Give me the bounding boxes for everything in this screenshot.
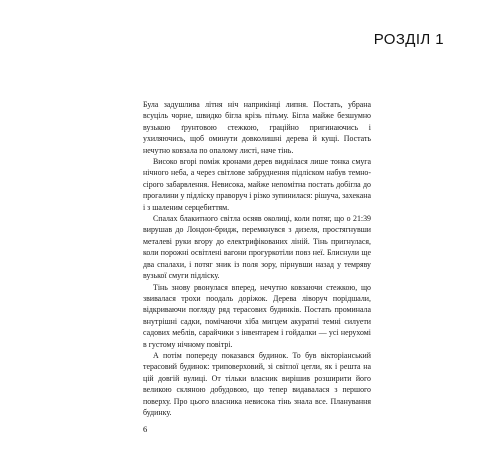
page-number: 6 xyxy=(143,424,148,434)
body-text xyxy=(143,99,371,418)
chapter-heading: РОЗДІЛ 1 xyxy=(373,31,444,48)
paragraph: А потім попереду показався будинок. То був вікторіанський терасовий будинок: триповерховий, зі світлої цегли, як і решта на цій довгій вулиці. От тільки власник вирішив розширити його великою скляною добудовою, що тепер видавалася з першого поверху. Про цього власника невисока тінь знала все. Планування будинку. xyxy=(143,350,371,417)
paragraph: Була задушлива літня ніч наприкінці липня. Постать, убрана всуціль чорне, швидко бігла крізь пітьму. Бігла майже безшумно вузькою ґрунтовою стежкою, граційно пригинаючись і ухиляючись, щоб оминути довколишні дерева й кущі. Постать нечутно ковзала по опалому листі, наче тінь. xyxy=(143,100,371,155)
paragraph: Спалах блакитного світла осяяв околиці, коли потяг, що о 21:39 вирушав до Лондон-бридж, перемкнувся з дизеля, простягнувши металеві руки вгору до електрифікованих ліній. Тінь пригнулася, коли порожні освітлені вагони прогуркотіли повз неї. Блиснули ще два спалахи, і потяг зник із поля зору, пірнувши назад у темряву вузької смуги підліску. xyxy=(143,214,371,281)
paragraph: Високо вгорі поміж кронами дерев виднілася лише тонка смуга нічного неба, а через світлове забруднення підліском набув темно-сірого забарвлення. Невисока, майже непомітна постать добігла до прогалини у підліску праворуч і різко зупинилася: рішуча, захекана і з шаленим серцебиттям. xyxy=(143,157,371,212)
paragraph: Тінь знову рвонулася вперед, нечутно ковзаючи стежкою, що звивалася трохи поодаль доріжок. Дерева ліворуч порідшали, відкриваючи погляду ряд терасових будинків. Постать проминала внутрішні садки, помічаючи хіба мигцем акуратні темні силуети садових меблів, сарайчики з інвентарем і гойдалки — усі нерухомі в густому нічному повітрі. xyxy=(143,282,371,349)
